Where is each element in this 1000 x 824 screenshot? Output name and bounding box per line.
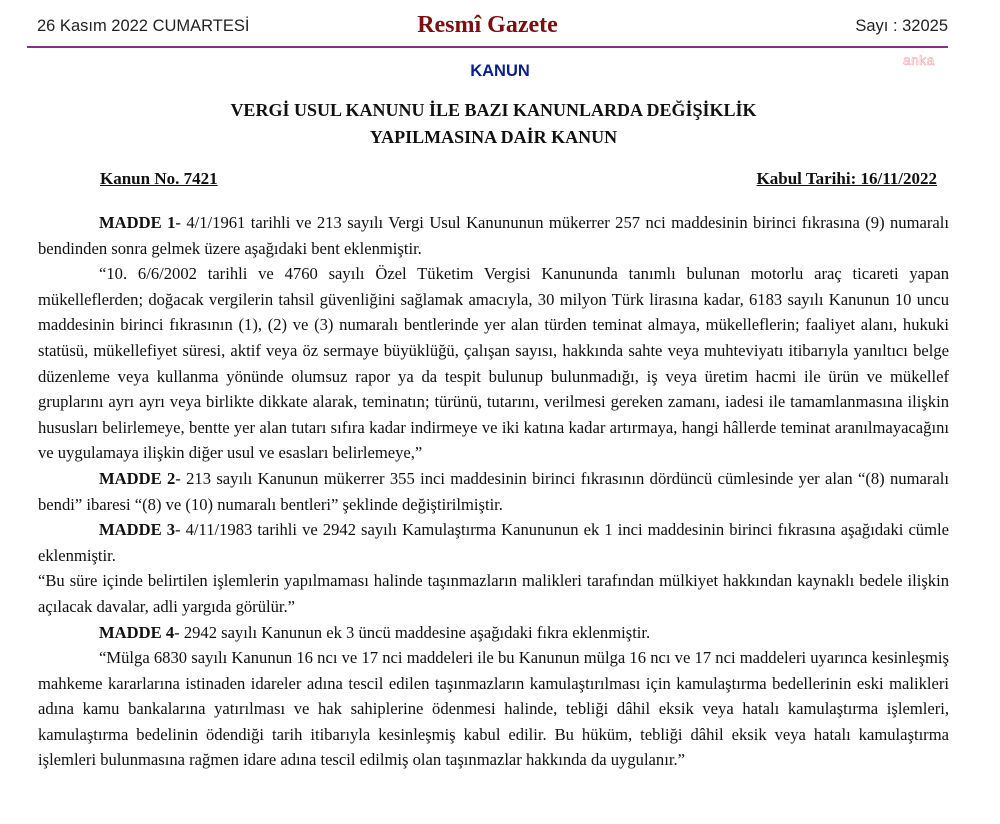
law-body xyxy=(38,210,949,773)
article-1 xyxy=(38,210,949,261)
law-title xyxy=(0,97,987,151)
article-3 xyxy=(38,517,949,568)
publication-date: 26 Kasım 2022 CUMARTESİ xyxy=(37,17,250,35)
acceptance-date: Kabul Tarihi: 16/11/2022 xyxy=(756,169,937,188)
watermark: anka xyxy=(903,52,935,68)
article-text: - 4/11/1983 tarihli ve 2942 sayılı Kamulaştırma Kanununun ek 1 inci maddesinin birinci fıkrasına aşağıdaki cümle eklenmiştir. xyxy=(38,520,949,565)
article-label: MADDE 4 xyxy=(99,622,175,642)
gazette-header xyxy=(27,0,948,48)
issue-number: Sayı : 32025 xyxy=(855,17,948,35)
law-title-line-2: YAPILMASINA DAİR KANUN xyxy=(369,127,618,147)
gazette-title: Resmî Gazete xyxy=(417,12,558,38)
article-2 xyxy=(38,466,949,517)
article-4-quote: “Mülga 6830 sayılı Kanunun 16 ncı ve 17 nci maddeleri ile bu Kanunun mülga 16 ncı ve 17 nci maddeleri uyarınca kesinleşmiş mahkeme kararlarına istinaden idareler adına tescil edilen taşınmazların kamulaştırılması için kamulaştırma bedellerinin eski malikleri adına kamu bankalarına yatırılması ve hak sahiplerine ödenmesi halinde, tebliği dâhil eksik veya hatalı kamulaştırma işlemleri, kamulaştırma bedelinin ödendiği tarih itibarıyla kesinleşmiş kabul edilir. Bu hüküm, tebliği dâhil eksik veya hatalı kamulaştırma işlemleri bulunmasına rağmen idare adına tescil edilmiş olan taşınmazlar hakkında da uygulanır.” xyxy=(38,648,949,770)
article-text: - 2942 sayılı Kanunun ek 3 üncü maddesine aşağıdaki fıkra eklenmiştir. xyxy=(174,622,651,642)
article-text: - 213 sayılı Kanunun mükerrer 355 inci maddesinin birinci fıkrasının dördüncü cümlesinde yer alan “(8) numaralı bendi” ibaresi “(8) ve (10) numaralı bentleri” şeklinde değiştirilmiştir. xyxy=(38,468,949,514)
section-label: KANUN xyxy=(470,62,530,80)
article-1-quote: “10. 6/6/2002 tarihli ve 4760 sayılı Özel Tüketim Vergisi Kanununda tanımlı bulunan motorlu araç ticareti yapan mükelleflerden; doğacak vergilerin tahsil güvenliğini sağlamak amacıyla, 30 milyon Türk lirasına kadar, 6183 sayılı Kanunun 10 uncu maddesinin birinci fıkrasının (1), (2) ve (3) numaralı bentlerinde yer alan türden teminat almaya, mükelleflerin; faaliyet alanı, hukuki statüsü, mükellefiyet süresi, aktif veya öz sermaye büyüklüğü, çalışan sayısı, hakkında sahte veya muhteviyatı itibarıyla yanıltıcı belge düzenleme veya kullanma yönünde olumsuz rapor ya da tespit bulunup bulunmadığı, iş veya üretim hacmi ile ürün ve mükellef gruplarını ayrı ayrı veya birlikte dikkate alarak, teminatın; türünü, tutarını, verilmesi gereken zamanı, iadesi ile tamamlanmasına ilişkin hususları belirlemeye, bentte yer alan tutarı sıfıra kadar indirmeye ve iki katına kadar artırmaya, hangi hâllerde teminat aranılmayacağını ve uygulamaya ilişkin diğer usul ve esasları belirlemeye,” xyxy=(38,264,949,463)
article-label: MADDE 1 xyxy=(99,213,176,232)
article-label: MADDE 3 xyxy=(99,520,176,540)
article-label: MADDE 2 xyxy=(99,468,176,488)
article-3-quote: “Bu süre içinde belirtilen işlemlerin yapılmaması halinde taşınmazların malikleri tarafından mülkiyet hakkından kaynaklı bedele ilişkin açılacak davalar, adli yargıda görülür.” xyxy=(38,571,949,616)
law-title-line-1: VERGİ USUL KANUNU İLE BAZI KANUNLARDA DEĞİŞİKLİK xyxy=(230,100,757,120)
law-number: Kanun No. 7421 xyxy=(100,169,218,188)
article-4 xyxy=(38,620,949,646)
article-text: - 4/1/1961 tarihli ve 213 sayılı Vergi Usul Kanununun mükerrer 257 nci maddesinin birinci fıkrasına (9) numaralı bendinden sonra gelmek üzere aşağıdaki bent eklenmiştir. xyxy=(38,213,949,258)
